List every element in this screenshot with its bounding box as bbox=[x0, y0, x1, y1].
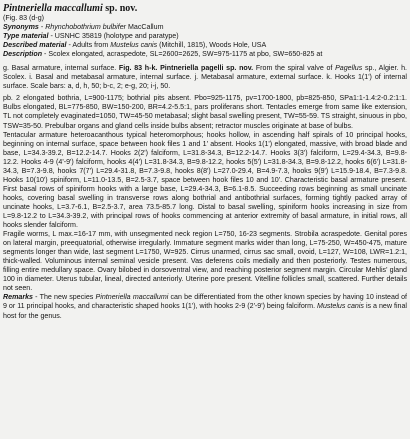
synonyms-sep: - bbox=[38, 23, 46, 32]
synonyms-label: Synonyms bbox=[3, 23, 39, 32]
described-material-sep: - bbox=[66, 41, 73, 50]
description-label: Description bbox=[3, 50, 43, 59]
remarks-label: Remarks bbox=[3, 293, 33, 302]
type-material-sep: - bbox=[48, 32, 55, 41]
paragraph-remarks bbox=[3, 293, 407, 320]
remarks-host: Mustelus canis bbox=[317, 302, 364, 311]
type-material-field bbox=[3, 32, 407, 41]
synonyms-value: Rhynchobothrium bulbifer bbox=[45, 23, 127, 32]
description-field bbox=[3, 50, 407, 59]
type-material-label: Type material bbox=[3, 32, 49, 41]
described-material-field bbox=[3, 41, 407, 50]
caption-host: Pagellus bbox=[335, 64, 363, 73]
species-title bbox=[3, 3, 407, 14]
description-value: Scolex elongated, acraspedote, SL=2600=2625, SW=975-1175 at pbo, SW=650-825 at bbox=[48, 50, 323, 59]
described-material-value: Adults from bbox=[72, 41, 111, 50]
described-material-locality: (Mitchill, 1815), Woods Hole, USA bbox=[157, 41, 267, 50]
paragraph-scolex: pb. 2 elongated bothria, L=900-1175; bothrial pits absent. Pbo=925-1175, pv=1700-1800, pb=825-850, SPa1:1-1.4:2-0.2:1:1. Bulbs elongated, BL=775-850, BW=150-200, BR=4.2-5.5:1, pars proliferans short. Tentacles emerge from same like extension, TL not completely evaginated=1050, TW=45-50 metabasal; slight basal swelling present, TW=55-59. TS straight, sinuous in pbo, TSW=35-50. Prebulbar organs and gland cells inside bulbs absent; retractor muscles originate at base of bulbs. bbox=[3, 94, 407, 130]
figure-reference: (Fig. 83 (d-g) bbox=[3, 14, 44, 22]
type-material-value: USNHC 35819 (holotype and paratype) bbox=[54, 32, 179, 41]
remarks-text-a: - The new species bbox=[32, 293, 96, 302]
caption-part-a: g. Basal armature, internal surface. bbox=[3, 64, 119, 73]
paragraph-strobila: Fragile worms, L max.=16-17 mm, with unsegmented neck region L=750, 16-23 segments. Strobila acraspedote. Genital pores on lateral margin, preequatorial, otherwise irregularly. Immature segment marks wider than long, L=75-250, W=450-475, mature segments longer than wide, last segment L=1750, W=925. Cirrus unarmed, cirrus sac small, ovoid, L=127, W=108, LWR=1.2:1, thick-walled. Voluminous internal seminal vesicle present. Vas deferens coils medially and then posteriorly. Testes numerous, filling entire medullary space. Ovary bilobed in dorsoventral view, and reaching posterior segment margin. Circular Mehlis' gland 100 in diameter. Uterus tubular, lineal, directed anteriorly. Uterine pore present. Vitelline follicles small, scattered. Further details not seen. bbox=[3, 230, 407, 293]
described-material-label: Described material bbox=[3, 41, 67, 50]
remarks-text-c: can be differentiated from the other known species by having 10 instead of 9 or 11 principal hooks, and characteristic shaped hooks 1(1'), with hooks 2-9 (2'-9') being falciform. bbox=[3, 293, 407, 311]
described-material-host: Mustelus canis bbox=[110, 41, 158, 50]
species-suffix: sp. nov. bbox=[102, 3, 138, 14]
synonyms-field bbox=[3, 23, 407, 32]
remarks-species: Pintneriella maccallumi bbox=[95, 293, 169, 302]
caption-part-b: From the spiral valve of bbox=[253, 64, 336, 73]
remarks-text-e: is a new final host for the genus. bbox=[3, 302, 407, 320]
caption-part-c: sp., Algier. bbox=[362, 64, 399, 73]
caption-part-d: h. Scolex. i. Basal and metabasal armature, internal surface. j. Metabasal armature, external surface. k. Hooks 1(1') of internal surface. Scale bars: a, d, h, 50; b-c, 2; e-g, 20; i-j, 50. bbox=[3, 64, 407, 91]
document-page bbox=[3, 3, 407, 436]
caption-fig-heading: Fig. 83 h-k. Pintneriella pagelli sp. nov. bbox=[118, 64, 254, 73]
figure-caption bbox=[3, 64, 407, 91]
synonyms-author: MacCallum bbox=[126, 23, 164, 32]
description-sep: - bbox=[42, 50, 49, 59]
paragraph-armature: Tentacular armature heteroacanthous typical heteromorphous; hooks hollow, in ascending half spirals of 10 principal hooks, beginning on internal surface, space between hook files 1 and 1' absent. Hooks 1(1') elongated, massive, with broad blade and base, L=34.3-39.2, B=12.2-14.7. Hooks 2(2') falciform, L=31.8-34.3, B=12.2-14.7. Hooks 3(3') falciform, L=29.4-34.3, B=9.8-12.2. Hooks 4-9 (4'-9') falciform, hooks 4(4') L=31.8-34.3, B=9.8-12.2, hooks 5(5') L=31.8-34.3, B=9.8-12.2, hooks 6(6') L=31.8-34.3, B=7.3-9.8, hooks 7(7') L=29.4-31.8, B=7.3-9.8, hooks 8(8') L=27.0-29.4, B=4.9-7.3, hooks 9(9') L=15.9-18.4, B=7.3-9.8. Hooks 10(10') spiniform, L=11.0-13.5, B=2.5-3.7, space between hook files 10 and 10'. Characteristic basal armature present. First basal rows of spiniform hooks with a large base, L=29.4-34.3, B=6.1-8.5. Succeeding rows beginning as small uncinate hooks, covering basal swelling in transverse rows along bothrial and antibothrial surfaces, forming tightly packed array of uncinate hooks, L=3.7-6.1, B=2.5-3.7, area 73.5-85.7 long. Distal to basal swelling, spiniform hooks increasing in size from L=9.8-12.2 to L=34.3-39.2, with principal rows of hooks commencing at anterior extremity of basal armature, in initial rows, all hooks slender falciform. bbox=[3, 130, 407, 230]
species-name: Pintneriella maccallumi bbox=[3, 3, 103, 14]
